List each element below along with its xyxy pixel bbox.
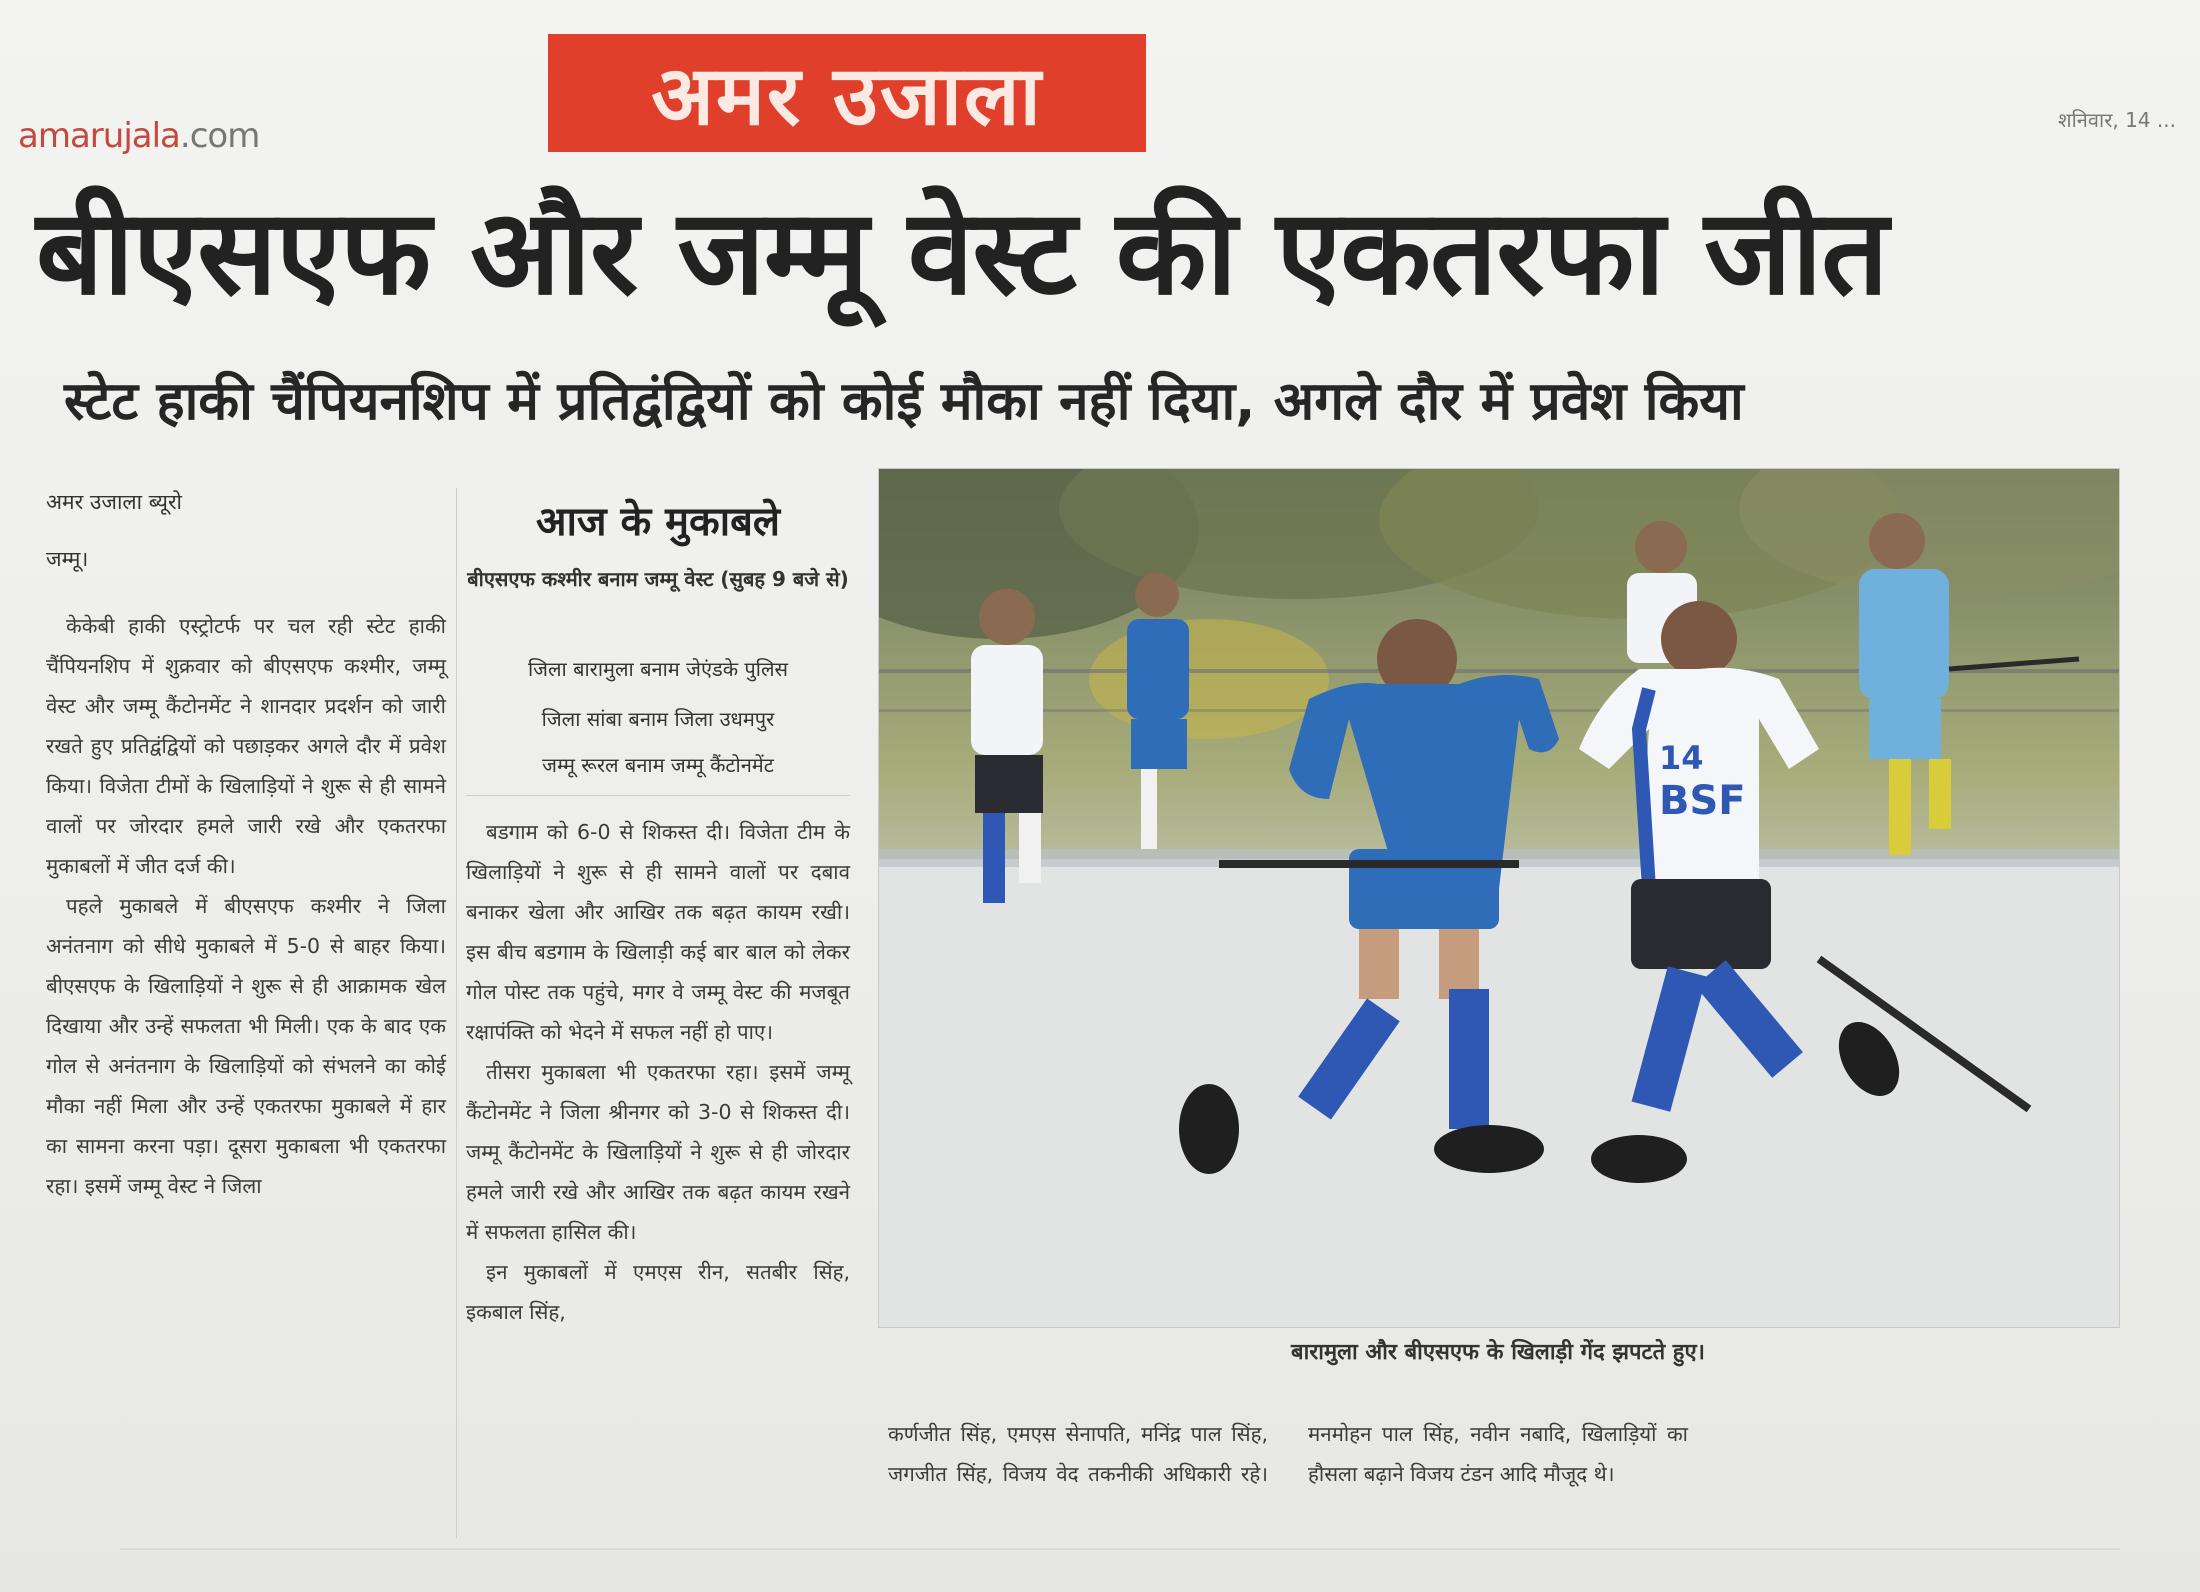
page-bottom-rule [120, 1548, 2120, 1550]
photo-caption: बारामुला और बीएसएफ के खिलाड़ी गेंद झपटते हुए। [1291, 1340, 1705, 1365]
fixtures-box-rule [466, 795, 850, 796]
fixture-item: जिला बारामुला बनाम जेएंडके पुलिस [527, 657, 789, 681]
article-paragraph: इन मुकाबलों में एमएस रीन, सतबीर सिंह, इकबाल सिंह, [466, 1260, 850, 1324]
dateline: शनिवार, 14 ... [2058, 108, 2176, 132]
fixtures-box-title: आज के मुकाबले [535, 499, 781, 545]
fixture-item: बीएसएफ कश्मीर बनाम जम्मू वेस्ट (सुबह 9 बजे से) [467, 567, 849, 591]
hockey-match-photo [878, 468, 2120, 1328]
jersey-number: 14 [1659, 739, 1704, 777]
byline: अमर उजाला ब्यूरो [46, 490, 182, 514]
fixture-item: जिला सांबा बनाम जिला उधमपुर [541, 707, 775, 731]
headline: बीएसएफ और जम्मू वेस्ट की एकतरफा जीत [36, 183, 1888, 321]
hockey-players-illustration [879, 469, 2119, 1327]
jersey-text: BSF [1659, 778, 1746, 824]
column-divider [456, 488, 457, 1538]
article-paragraph: बडगाम को 6-0 से शिकस्त दी। विजेता टीम के खिलाड़ियों ने शुरू से ही सामने वालों पर दबाव बनाकर खेला और आखिर तक बढ़त कायम रखी। इस बीच बडगाम के खिलाड़ी कई बार बाल को लेकर गोल पोस्ट तक पहुंचे, मगर वे जम्मू वेस्ट की मजबूत रक्षापंक्ति को भेदने में सफल नहीं हो पाए। [466, 820, 850, 1044]
subheadline: स्टेट हाकी चैंपियनशिप में प्रतिद्वंद्वियों को कोई मौका नहीं दिया, अगले दौर में प्रवेश किया [64, 371, 1744, 432]
article-continuation: कर्णजीत सिंह, एमएस सेनापति, मनिंद्र पाल सिंह, जगजीत सिंह, विजय वेद तकनीकी अधिकारी रहे। मनमोहन पाल सिंह, नवीन नबादि, खिलाड़ियों का हौसला बढ़ाने विजय टंडन आदि मौजूद थे। [888, 1422, 1688, 1486]
article-column-2 [466, 812, 850, 1332]
article-paragraph: तीसरा मुकाबला भी एकतरफा रहा। इसमें जम्मू कैंटोनमेंट ने जिला श्रीनगर को 3-0 से शिकस्त दी। जम्मू कैंटोनमेंट के खिलाड़ियों ने शुरू से ही जोरदार हमले जारी रखे और आखिर तक बढ़त कायम रखने में सफलता हासिल की। [466, 1060, 850, 1244]
masthead-logo [548, 34, 1146, 152]
site-url-name: amarujala [18, 116, 180, 156]
site-url-tld: .com [179, 116, 260, 156]
masthead-text: अमर उजाला [651, 49, 1043, 144]
article-column-1 [46, 606, 446, 1206]
article-paragraph: पहले मुकाबले में बीएसएफ कश्मीर ने जिला अनंतनाग को सीधे मुकाबले में 5-0 से बाहर किया। बीएसएफ के खिलाड़ियों ने शुरू से ही आक्रामक खेल दिखाया और उन्हें सफलता भी मिली। एक के बाद एक गोल से अनंतनाग के खिलाड़ियों को संभलने का कोई मौका नहीं मिला और उन्हें एकतरफा मुकाबले में हार का सामना करना पड़ा। दूसरा मुकाबला भी एकतरफा रहा। इसमें जम्मू वेस्ट ने जिला [46, 894, 446, 1198]
article-paragraph: केकेबी हाकी एस्ट्रोटर्फ पर चल रही स्टेट हाकी चैंपियनशिप में शुक्रवार को बीएसएफ कश्मीर, जम्मू वेस्ट और जम्मू कैंटोनमेंट ने शानदार प्रदर्शन को जारी रखते हुए प्रतिद्वंद्वियों को पछाड़कर अगले दौर में प्रवेश किया। विजेता टीमों के खिलाड़ियों ने शुरू से ही सामने वालों पर जोरदार हमले जारी रखे और एकतरफा मुकाबलों में जीत दर्ज की। [46, 614, 446, 878]
site-url [18, 116, 259, 156]
fixture-item: जम्मू रूरल बनाम जम्मू कैंटोनमेंट [542, 753, 774, 777]
place-line: जम्मू। [46, 547, 89, 571]
